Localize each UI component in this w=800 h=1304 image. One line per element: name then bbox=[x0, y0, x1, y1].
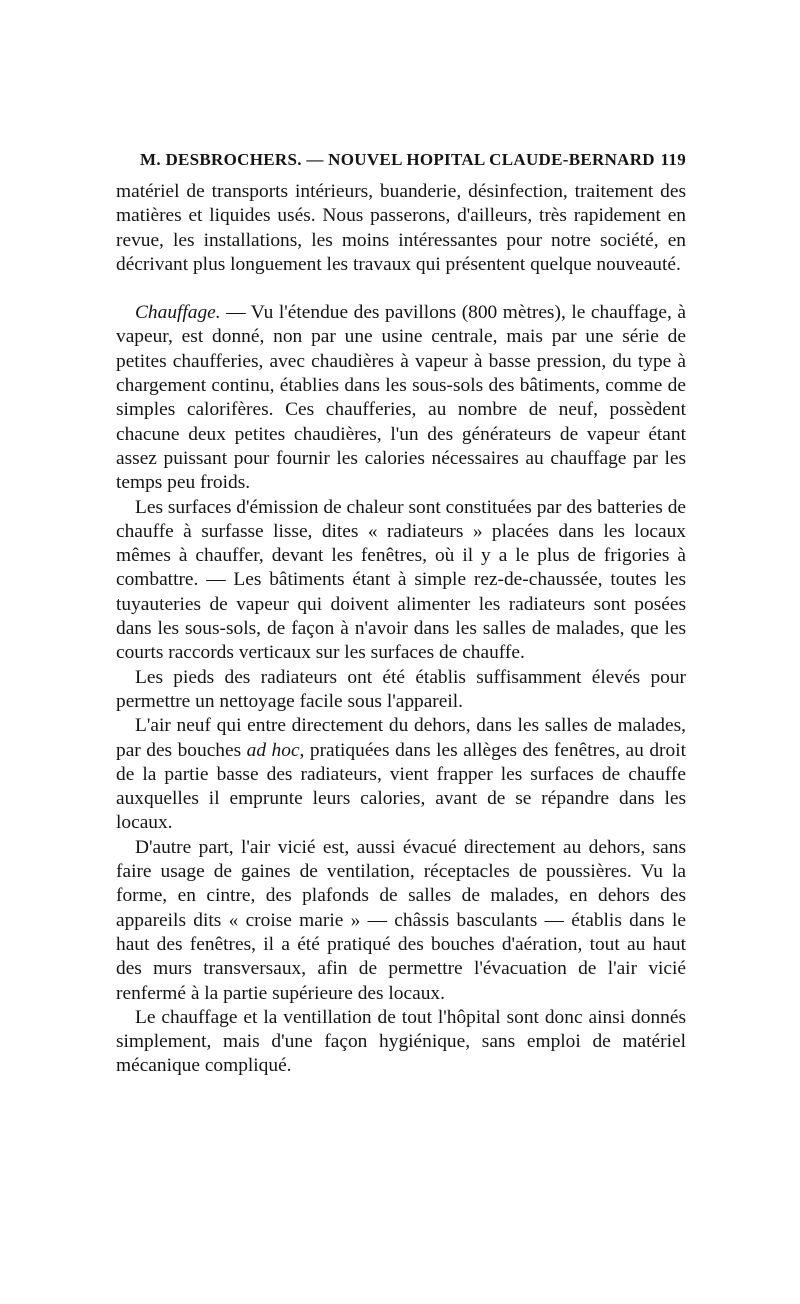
paragraph-air-neuf-italic: ad hoc bbox=[246, 739, 300, 761]
paragraph-pieds: Les pieds des radiateurs ont été établis suffisamment élevés pour permettre un nettoyage facile sous l'appareil. bbox=[116, 666, 686, 712]
running-head-title: M. DESBROCHERS. — NOUVEL HOPITAL CLAUDE-BERNARD bbox=[140, 150, 655, 169]
section-heading-chauffage: Chauffage. bbox=[135, 302, 221, 324]
running-head bbox=[140, 150, 686, 174]
paragraph-continuation: matériel de transports intérieurs, buanderie, désinfection, traitement des matières et liquides usés. Nous passerons, d'ailleurs, très rapidement en revue, les installations, les moins intéressantes pour notre société, en décrivant plus longuement les travaux qui présentent quelque nouveauté. bbox=[116, 181, 686, 275]
body-text bbox=[116, 180, 686, 1079]
paragraph-air-vicie: D'autre part, l'air vicié est, aussi évacué directement au dehors, sans faire usage de gaines de ventilation, réceptacles de poussières. Vu la forme, en cintre, des plafonds de salles de malades, en dehors des appareils dits « croise marie » — châssis basculants — établis dans le haut des fenêtres, il a été pratiqué des bouches d'aération, tout au haut des murs transversaux, afin de permettre l'évacuation de l'air vicié renfermé à la partie supérieure des locaux. bbox=[116, 836, 686, 1004]
paragraph-surfaces: Les surfaces d'émission de chaleur sont constituées par des batteries de chauffe à surfasse lisse, dites « radiateurs » placées dans les locaux mêmes à chauffer, devant les fenêtres, où il y a le plus de frigories à combattre. — Les bâtiments étant à simple rez-de-chaussée, toutes les tuyauteries de vapeur qui doivent alimenter les radiateurs sont posées dans les sous-sols, de façon à n'avoir dans les salles de malades, que les courts raccords verticaux sur les surfaces de chauffe. bbox=[116, 496, 686, 664]
paragraph-air-neuf bbox=[116, 714, 686, 835]
paragraph-chauffage-text: — Vu l'étendue des pavillons (800 mètres), le chauffage, à vapeur, est donné, non par une usine centrale, mais par une série de petites chaufferies, avec chaudières à vapeur à basse pression, du type à chargement continu, établies dans les sous-sols des bâtiments, comme de simples calorifères. Ces chaufferies, au nombre de neuf, possèdent chacune deux petites chaudières, l'un des générateurs de vapeur étant assez puissant pour fournir les calories nécessaires au chauffage par les temps peu froids. bbox=[116, 302, 686, 494]
paragraph-air-neuf-start: L'air neuf qui entre directement du dehors, dans les salles de malades, par des bouches bbox=[116, 715, 686, 761]
paragraph-conclusion: Le chauffage et la ventillation de tout l'hôpital sont donc ainsi donnés simplement, mais d'une façon hygiénique, sans emploi de matériel mécanique compliqué. bbox=[116, 1006, 686, 1077]
paragraph-air-neuf-end: , pratiquées dans les allèges des fenêtres, au droit de la partie basse des radiateurs, vient frapper les surfaces de chauffe auxquelles il emprunte leurs calories, avant de se répandre dans les locaux. bbox=[116, 739, 686, 834]
paragraph-chauffage bbox=[116, 301, 686, 495]
page-number: 119 bbox=[660, 150, 686, 169]
